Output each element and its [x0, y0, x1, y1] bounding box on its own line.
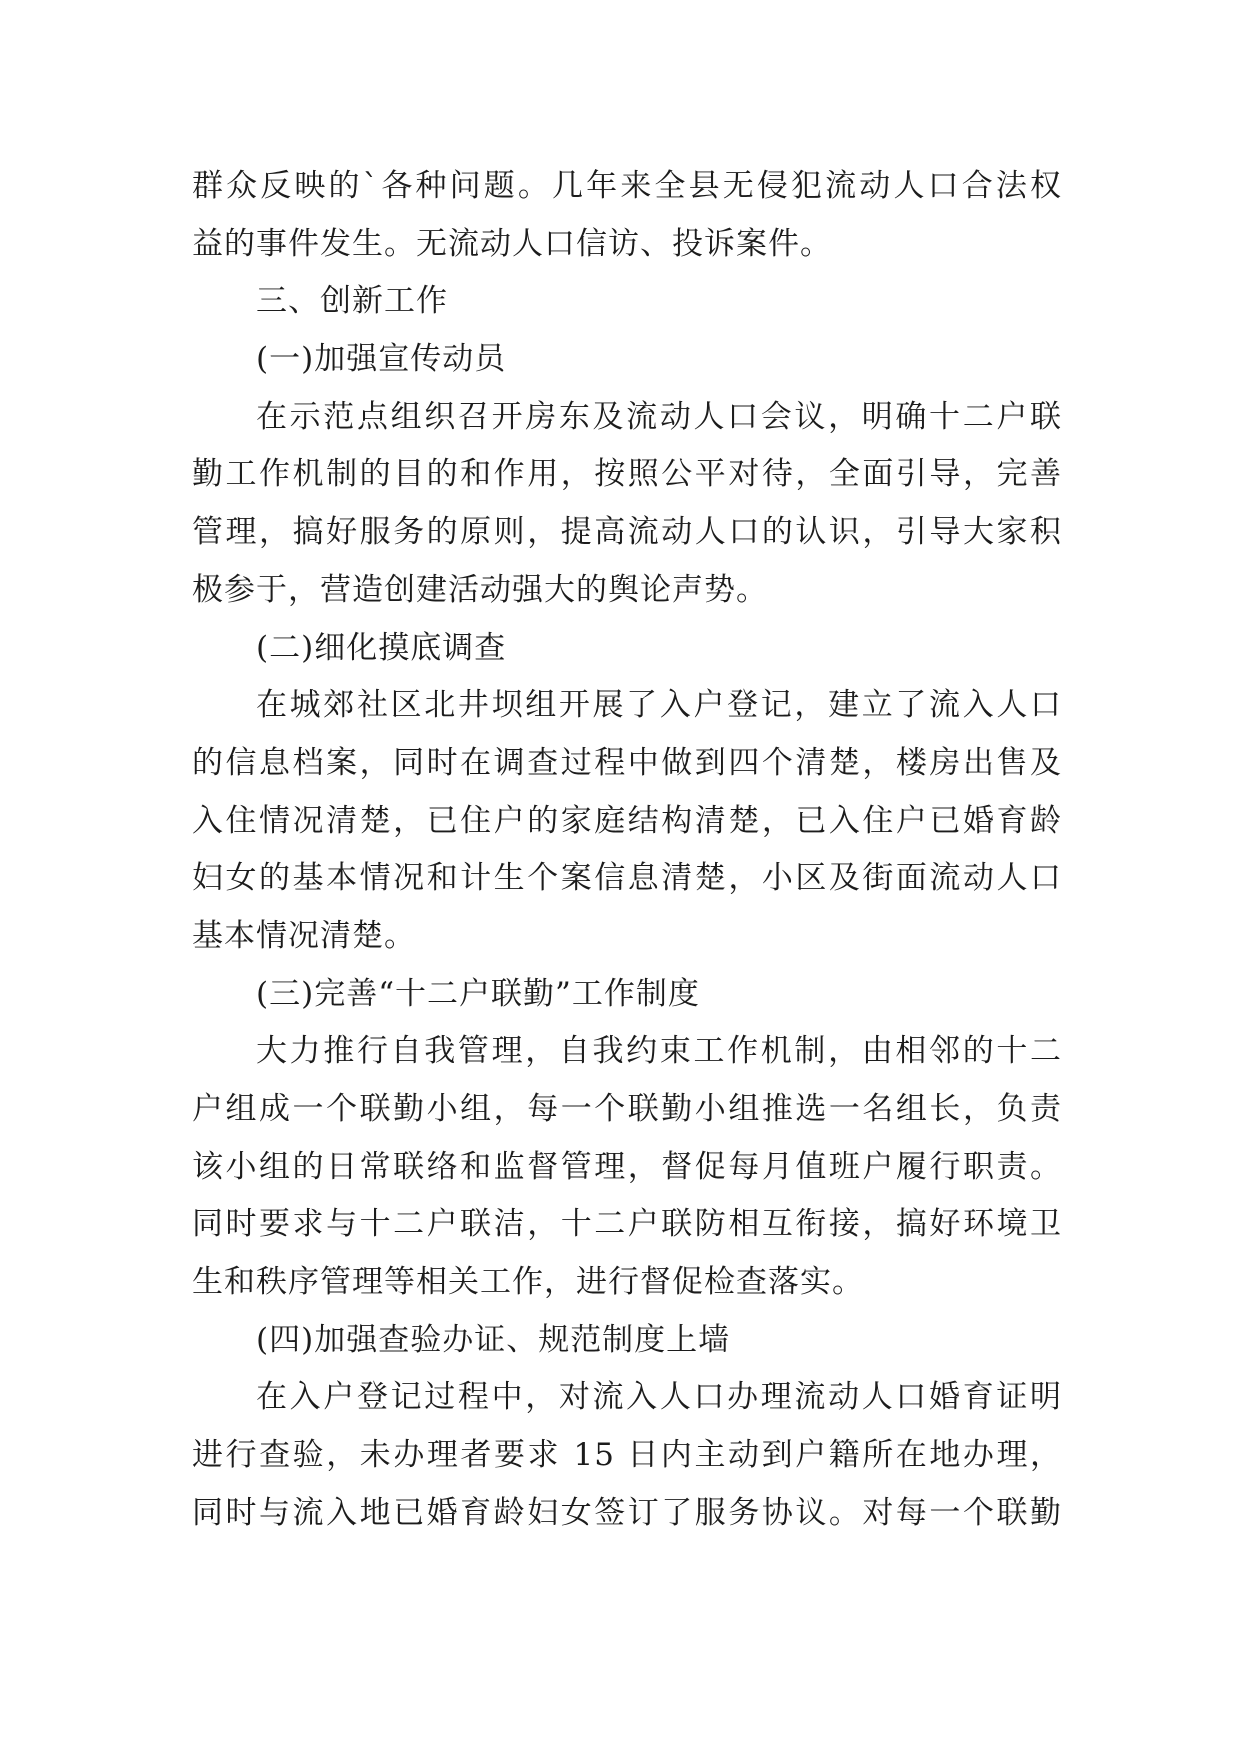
paragraph-line: 入住情况清楚，已住户的家庭结构清楚，已入住户已婚育龄 — [192, 802, 1062, 839]
paragraph-line: 的信息档案，同时在调查过程中做到四个清楚，楼房出售及 — [192, 744, 1062, 781]
subsection-heading: (二)细化摸底调查 — [256, 629, 507, 666]
paragraph-line: 勤工作机制的目的和作用，按照公平对待，全面引导，完善 — [192, 456, 1062, 493]
subsection-heading: (三)完善“十二户联勤”工作制度 — [256, 975, 700, 1012]
paragraph-line: 在城郊社区北井坝组开展了入户登记，建立了流入人口 — [256, 687, 1062, 724]
paragraph-line: 在示范点组织召开房东及流动人口会议，明确十二户联 — [256, 398, 1062, 435]
paragraph-line: 极参于，营造创建活动强大的舆论声势。 — [192, 571, 768, 608]
paragraph-line: 同时要求与十二户联洁，十二户联防相互衔接，搞好环境卫 — [192, 1206, 1062, 1243]
paragraph-line: 基本情况清楚。 — [192, 917, 416, 954]
paragraph-line: 管理，搞好服务的原则，提高流动人口的认识，引导大家积 — [192, 514, 1062, 551]
paragraph-line: 妇女的基本情况和计生个案信息清楚，小区及街面流动人口 — [192, 860, 1062, 897]
paragraph-line: 同时与流入地已婚育龄妇女签订了服务协议。对每一个联勤 — [192, 1494, 1062, 1531]
paragraph-line: 益的事件发生。无流动人口信访、投诉案件。 — [192, 225, 832, 262]
paragraph-line: 大力推行自我管理，自我约束工作机制，由相邻的十二 — [256, 1033, 1062, 1070]
subsection-heading: (一)加强宣传动员 — [256, 341, 507, 378]
subsection-heading: (四)加强查验办证、规范制度上墙 — [256, 1321, 731, 1358]
paragraph-line: 户组成一个联勤小组，每一个联勤小组推选一名组长，负责 — [192, 1091, 1062, 1127]
paragraph-line: 群众反映的`各种问题。几年来全县无侵犯流动人口合法权 — [192, 168, 1062, 204]
document-body — [192, 158, 1062, 1543]
paragraph-line: 该小组的日常联络和监督管理，督促每月值班户履行职责。 — [192, 1148, 1062, 1185]
section-heading: 三、创新工作 — [256, 283, 448, 320]
paragraph-line: 在入户登记过程中，对流入人口办理流动人口婚育证明 — [256, 1379, 1062, 1416]
paragraph-line: 生和秩序管理等相关工作，进行督促检查落实。 — [192, 1264, 864, 1301]
paragraph-line: 进行查验，未办理者要求 15 日内主动到户籍所在地办理， — [192, 1437, 1062, 1474]
